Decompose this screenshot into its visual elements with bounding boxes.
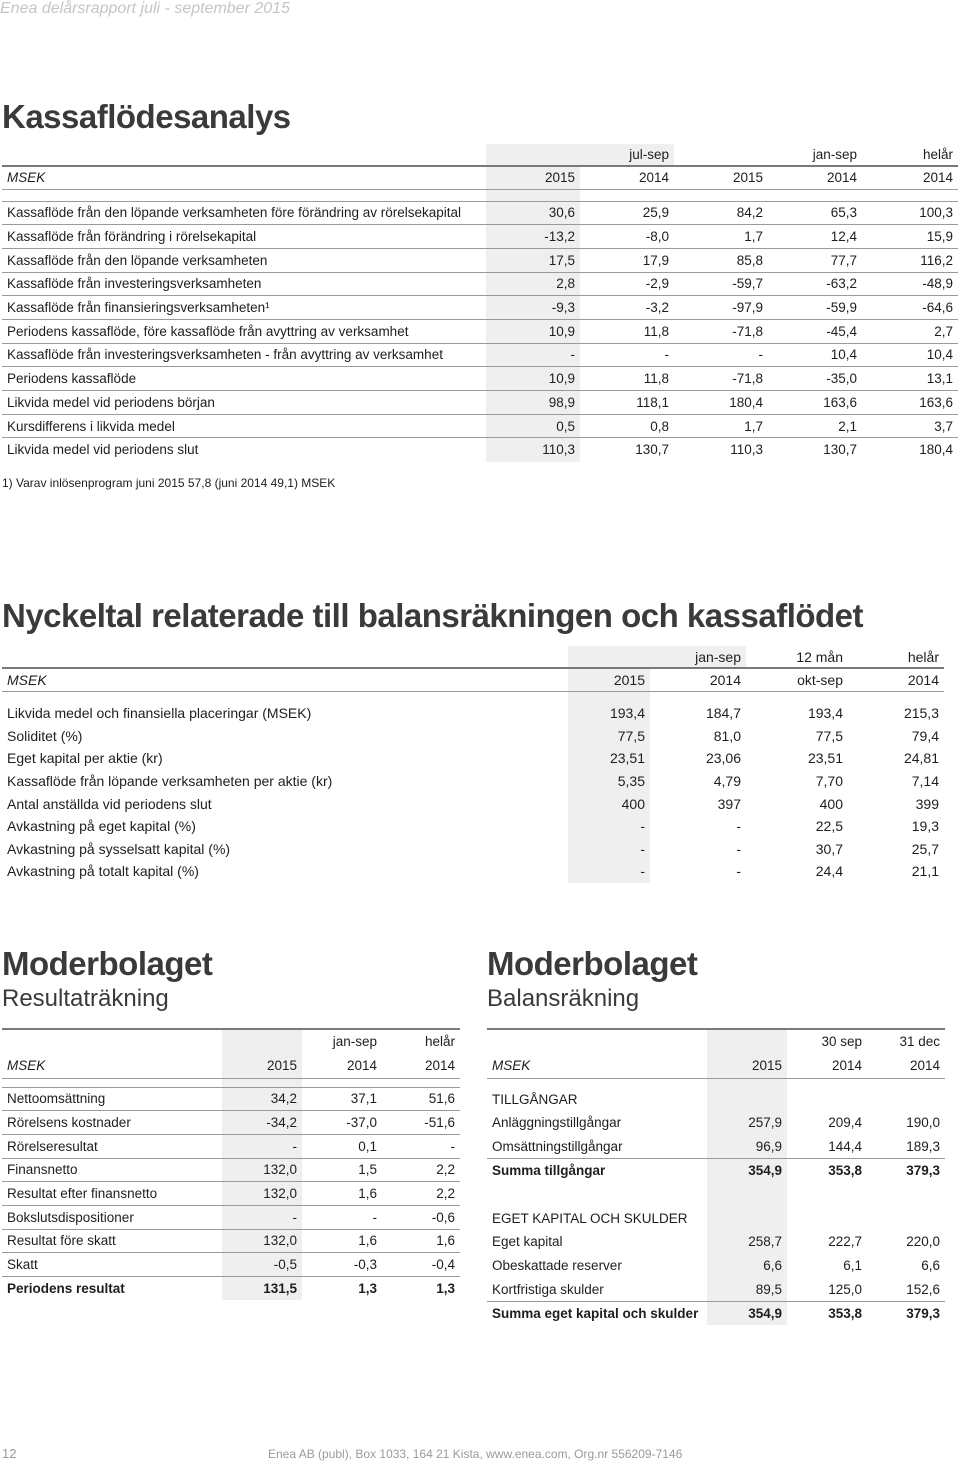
row-label: Eget kapital (492, 1234, 563, 1250)
row-value: 84,2 (674, 201, 768, 225)
row-value: 132,0 (222, 1229, 302, 1253)
row-value: -97,9 (674, 296, 768, 320)
row-value: 400 (819, 795, 843, 812)
keyfigures-row (2, 747, 944, 770)
keyfigures-year-row (2, 668, 944, 691)
row-label: Kassaflöde från den löpande verksamheten före förändring av rörelsekapital (2, 201, 486, 225)
section-label: EGET KAPITAL OCH SKULDER (492, 1210, 688, 1226)
row-label: Rörelseresultat (2, 1134, 222, 1158)
row-value: 1,7 (674, 414, 768, 438)
income-title: Moderbolaget (2, 945, 213, 982)
row-label: Kassaflöde från finansieringsverksamheten¹ (2, 296, 486, 320)
row-value: 10,9 (486, 319, 580, 343)
unit-label: MSEK (2, 668, 568, 691)
row-value: 21,1 (911, 863, 939, 880)
col-group-jan-sep: jan-sep (812, 147, 857, 162)
balance-row (487, 1135, 945, 1159)
row-value: 23,51 (568, 747, 650, 770)
row-value: 10,4 (768, 343, 862, 367)
keyfigures-row (2, 792, 944, 815)
row-value: 6,6 (707, 1254, 787, 1278)
row-value: -0,5 (222, 1253, 302, 1277)
row-label: Kortfristiga skulder (492, 1281, 604, 1297)
row-value: 6,6 (921, 1258, 940, 1274)
row-value: 144,4 (828, 1138, 862, 1154)
row-value: 37,1 (302, 1087, 382, 1111)
row-value: 34,2 (222, 1087, 302, 1111)
year-cell: 2015 (222, 1053, 302, 1078)
keyfigures-row (2, 770, 944, 793)
row-value: 1,6 (302, 1229, 382, 1253)
row-value: 130,7 (768, 438, 862, 462)
section-label: TILLGÅNGAR (492, 1091, 578, 1107)
row-value: 4,79 (713, 773, 741, 790)
row-value: -13,2 (486, 225, 580, 249)
row-value: 193,4 (807, 705, 843, 722)
row-value: 125,0 (828, 1281, 862, 1297)
row-label: Avkastning på sysselsatt kapital (%) (7, 840, 231, 857)
row-value: 77,5 (815, 727, 843, 744)
row-value: 1,6 (302, 1182, 382, 1206)
row-label: Kassaflöde från förändring i rörelsekapital (2, 225, 486, 249)
row-value: - (382, 1134, 460, 1158)
keyfigures-row (2, 702, 944, 725)
balance-row (487, 1254, 945, 1278)
keyfigures-row (2, 860, 944, 883)
year-cell: 2014 (831, 1057, 862, 1073)
running-header: Enea delårsrapport juli - september 2015 (0, 0, 290, 17)
row-value: - (736, 863, 741, 880)
year-cell: 2015 (486, 166, 580, 189)
row-value: 2,8 (486, 272, 580, 296)
year-cell: 2014 (580, 166, 674, 189)
row-label: Resultat före skatt (2, 1229, 222, 1253)
cashflow-row (2, 414, 958, 438)
row-value: 65,3 (768, 201, 862, 225)
row-value: 0,1 (302, 1134, 382, 1158)
row-label: Skatt (2, 1253, 222, 1277)
row-label: Nettoomsättning (2, 1087, 222, 1111)
row-value: 23,51 (807, 750, 843, 767)
row-value: 25,7 (911, 840, 939, 857)
row-value: 131,5 (222, 1277, 302, 1301)
income-row (2, 1111, 460, 1135)
row-label: Avkastning på eget kapital (%) (7, 818, 196, 835)
row-value: 2,2 (382, 1182, 460, 1206)
year-cell: 2015 (568, 668, 650, 691)
cashflow-group-header-row (2, 144, 958, 166)
col-group-jan-sep: jan-sep (302, 1029, 382, 1053)
row-value: 89,5 (707, 1277, 787, 1301)
year-cell: 2014 (848, 668, 944, 691)
page-number: 12 (2, 1446, 17, 1461)
row-value: 132,0 (222, 1182, 302, 1206)
row-value: 96,9 (707, 1135, 787, 1159)
row-value: 2,7 (862, 319, 958, 343)
row-value: 17,9 (580, 248, 674, 272)
row-value: -63,2 (768, 272, 862, 296)
row-label: Periodens kassaflöde (2, 367, 486, 391)
section-heading (487, 1087, 945, 1111)
row-value: -0,6 (382, 1205, 460, 1229)
row-value: - (568, 815, 650, 838)
row-value: 11,8 (580, 319, 674, 343)
row-value: 193,4 (568, 702, 650, 725)
row-label: Likvida medel vid periodens början (2, 391, 486, 415)
section-label (487, 1182, 707, 1206)
cashflow-row (2, 367, 958, 391)
row-label: Eget kapital per aktie (kr) (7, 750, 163, 767)
row-value: -71,8 (674, 319, 768, 343)
balance-table (487, 1028, 945, 1325)
row-value: 118,1 (580, 391, 674, 415)
row-value: -37,0 (302, 1111, 382, 1135)
row-value: -0,4 (382, 1253, 460, 1277)
row-label: Kassaflöde från investeringsverksamheten (2, 272, 486, 296)
row-value: 163,6 (862, 391, 958, 415)
row-value: - (568, 860, 650, 883)
row-value: 1,3 (382, 1277, 460, 1301)
row-value: -45,4 (768, 319, 862, 343)
row-value: 222,7 (828, 1234, 862, 1250)
row-label: Summa eget kapital och skulder (487, 1301, 707, 1325)
cashflow-row (2, 248, 958, 272)
row-value: 10,4 (862, 343, 958, 367)
row-value: 132,0 (222, 1158, 302, 1182)
row-label: Kursdifferens i likvida medel (2, 414, 486, 438)
row-value: 354,9 (707, 1301, 787, 1325)
col-group-helar: helår (907, 648, 939, 665)
keyfigures-row (2, 725, 944, 748)
row-label: Bokslutsdispositioner (2, 1205, 222, 1229)
row-value: 3,7 (862, 414, 958, 438)
row-value: 353,8 (787, 1301, 867, 1325)
income-row (2, 1277, 460, 1301)
row-value: - (580, 343, 674, 367)
row-value: 353,8 (787, 1158, 867, 1182)
row-label: Omsättningstillgångar (492, 1138, 623, 1154)
row-label: Soliditet (%) (7, 727, 83, 744)
row-value: -35,0 (768, 367, 862, 391)
section-heading (487, 1206, 945, 1230)
cashflow-row (2, 296, 958, 320)
cashflow-footnote: 1) Varav inlösenprogram juni 2015 57,8 (juni 2014 49,1) MSEK (2, 476, 336, 490)
year-cell: 2015 (707, 1053, 787, 1078)
row-label: Kassaflöde från löpande verksamheten per aktie (kr) (7, 773, 333, 790)
row-value: 30,7 (815, 840, 843, 857)
unit-label: MSEK (7, 1057, 46, 1073)
row-value: 2,1 (768, 414, 862, 438)
row-value: - (486, 343, 580, 367)
cashflow-row (2, 272, 958, 296)
income-row (2, 1134, 460, 1158)
row-value: 258,7 (707, 1230, 787, 1254)
row-value: 215,3 (903, 705, 939, 722)
row-value: 79,4 (911, 727, 939, 744)
row-value: -0,3 (302, 1253, 382, 1277)
row-value: - (568, 838, 650, 861)
income-row (2, 1229, 460, 1253)
row-label: Resultat efter finansnetto (2, 1182, 222, 1206)
balance-total-row (487, 1301, 945, 1325)
unit-label: MSEK (492, 1057, 531, 1073)
row-value: - (736, 840, 741, 857)
row-value: 1,7 (674, 225, 768, 249)
income-row (2, 1253, 460, 1277)
row-label: Periodens resultat (2, 1277, 222, 1301)
row-value: 25,9 (580, 201, 674, 225)
row-value: 22,5 (815, 818, 843, 835)
cashflow-year-row (2, 166, 958, 189)
income-table (2, 1028, 460, 1300)
footer-company-line: Enea AB (publ), Box 1033, 164 21 Kista, www.enea.com, Org.nr 556209-7146 (268, 1447, 683, 1461)
col-group-helar: helår (382, 1029, 460, 1053)
row-value: 130,7 (580, 438, 674, 462)
cashflow-row (2, 319, 958, 343)
year-cell: 2014 (346, 1057, 377, 1073)
row-value: 209,4 (828, 1115, 862, 1131)
income-row (2, 1087, 460, 1111)
cashflow-row (2, 343, 958, 367)
row-value: -48,9 (862, 272, 958, 296)
income-group-header-row (2, 1029, 460, 1053)
row-value: 77,5 (568, 725, 650, 748)
col-group-jul-sep: jul-sep (486, 144, 674, 166)
row-value: 116,2 (862, 248, 958, 272)
row-value: 1,6 (382, 1229, 460, 1253)
row-value: 7,14 (911, 773, 939, 790)
row-value: -34,2 (222, 1111, 302, 1135)
row-value: 110,3 (674, 438, 768, 462)
row-value: -8,0 (580, 225, 674, 249)
row-value: 220,0 (906, 1234, 940, 1250)
row-value: 15,9 (862, 225, 958, 249)
row-value: - (302, 1205, 382, 1229)
row-value: -59,7 (674, 272, 768, 296)
year-cell: 2014 (909, 1057, 940, 1073)
col-group-jan-sep: jan-sep (568, 646, 746, 668)
col-group-helar: helår (922, 147, 953, 162)
income-year-row (2, 1053, 460, 1078)
balance-total-row (487, 1158, 945, 1182)
row-label: Avkastning på totalt kapital (%) (7, 863, 199, 880)
row-label: Kassaflöde från den löpande verksamheten (2, 248, 486, 272)
income-row (2, 1205, 460, 1229)
col-group-31-dec: 31 dec (867, 1029, 945, 1053)
balance-group-header-row (487, 1029, 945, 1053)
row-value: 10,9 (486, 367, 580, 391)
row-value: 379,3 (867, 1301, 945, 1325)
row-value: 180,4 (674, 391, 768, 415)
row-value: -59,9 (768, 296, 862, 320)
row-value: 30,6 (486, 201, 580, 225)
row-value: -3,2 (580, 296, 674, 320)
row-label: Likvida medel och finansiella placeringar (MSEK) (7, 705, 312, 722)
row-value: 6,1 (843, 1258, 862, 1274)
row-value: -64,6 (862, 296, 958, 320)
row-value: 257,9 (707, 1111, 787, 1135)
keyfigures-group-header-row (2, 646, 944, 668)
row-value: 190,0 (906, 1115, 940, 1131)
row-value: 23,06 (705, 750, 741, 767)
row-value: - (222, 1205, 302, 1229)
year-cell: 2014 (424, 1057, 455, 1073)
balance-year-row (487, 1053, 945, 1078)
income-row (2, 1158, 460, 1182)
balance-row (487, 1111, 945, 1135)
row-value: - (674, 343, 768, 367)
row-label: Kassaflöde från investeringsverksamheten - från avyttring av verksamhet (2, 343, 486, 367)
cashflow-row (2, 225, 958, 249)
row-label: Rörelsens kostnader (2, 1111, 222, 1135)
col-group-12-man: 12 mån (796, 648, 843, 665)
row-value: 2,2 (382, 1158, 460, 1182)
row-value: 110,3 (486, 438, 580, 462)
row-value: 397 (717, 795, 741, 812)
row-value: 13,1 (862, 367, 958, 391)
row-value: 17,5 (486, 248, 580, 272)
row-label: Anläggningstillgångar (492, 1115, 622, 1131)
cashflow-row (2, 201, 958, 225)
row-value: 399 (915, 795, 939, 812)
year-cell: 2014 (650, 668, 746, 691)
row-value: 354,9 (707, 1158, 787, 1182)
row-value: 85,8 (674, 248, 768, 272)
cashflow-row (2, 438, 958, 462)
balance-subtitle: Balansräkning (487, 985, 640, 1012)
income-subtitle: Resultaträkning (2, 985, 169, 1012)
row-value: 184,7 (705, 705, 741, 722)
row-label: Finansnetto (2, 1158, 222, 1182)
cashflow-row (2, 391, 958, 415)
row-label: Obeskattade reserver (492, 1258, 622, 1274)
unit-label: MSEK (2, 166, 486, 189)
year-cell: 2014 (862, 166, 958, 189)
keyfigures-row (2, 815, 944, 838)
row-label: Periodens kassaflöde, före kassaflöde från avyttring av verksamhet (2, 319, 486, 343)
keyfigures-title: Nyckeltal relaterade till balansräkningen och kassaflödet (2, 597, 864, 634)
col-group-30-sep: 30 sep (787, 1029, 867, 1053)
row-value: 180,4 (862, 438, 958, 462)
row-value: 11,8 (580, 367, 674, 391)
row-value: -2,9 (580, 272, 674, 296)
row-value: 379,3 (867, 1158, 945, 1182)
year-cell: 2015 (674, 166, 768, 189)
keyfigures-table (2, 646, 944, 883)
row-value: 12,4 (768, 225, 862, 249)
row-value: 7,70 (815, 773, 843, 790)
row-value: 24,4 (815, 863, 843, 880)
row-value: 163,6 (768, 391, 862, 415)
row-label: Likvida medel vid periodens slut (2, 438, 486, 462)
row-value: 0,8 (580, 414, 674, 438)
row-value: -51,6 (382, 1111, 460, 1135)
row-value: -9,3 (486, 296, 580, 320)
balance-title: Moderbolaget (487, 945, 698, 982)
row-value: 5,35 (568, 770, 650, 793)
row-label: Antal anställda vid periodens slut (7, 795, 212, 812)
row-value: 100,3 (862, 201, 958, 225)
row-label: Summa tillgångar (487, 1158, 707, 1182)
row-value: -71,8 (674, 367, 768, 391)
income-row (2, 1182, 460, 1206)
cashflow-title: Kassaflödesanalys (2, 98, 291, 135)
year-cell: 2014 (768, 166, 862, 189)
balance-row (487, 1277, 945, 1301)
row-value: 98,9 (486, 391, 580, 415)
year-cell: okt-sep (746, 668, 848, 691)
row-value: - (222, 1134, 302, 1158)
row-value: 77,7 (768, 248, 862, 272)
row-value: 152,6 (906, 1281, 940, 1297)
row-value: 1,5 (302, 1158, 382, 1182)
row-value: 400 (568, 792, 650, 815)
row-value: 1,3 (302, 1277, 382, 1301)
cashflow-table (2, 144, 958, 462)
row-value: 81,0 (713, 727, 741, 744)
row-value: 24,81 (903, 750, 939, 767)
keyfigures-row (2, 838, 944, 861)
balance-row (487, 1230, 945, 1254)
row-value: 19,3 (911, 818, 939, 835)
row-value: 0,5 (486, 414, 580, 438)
row-value: 51,6 (382, 1087, 460, 1111)
spacer-row (487, 1182, 945, 1206)
row-value: - (736, 818, 741, 835)
row-value: 189,3 (906, 1138, 940, 1154)
